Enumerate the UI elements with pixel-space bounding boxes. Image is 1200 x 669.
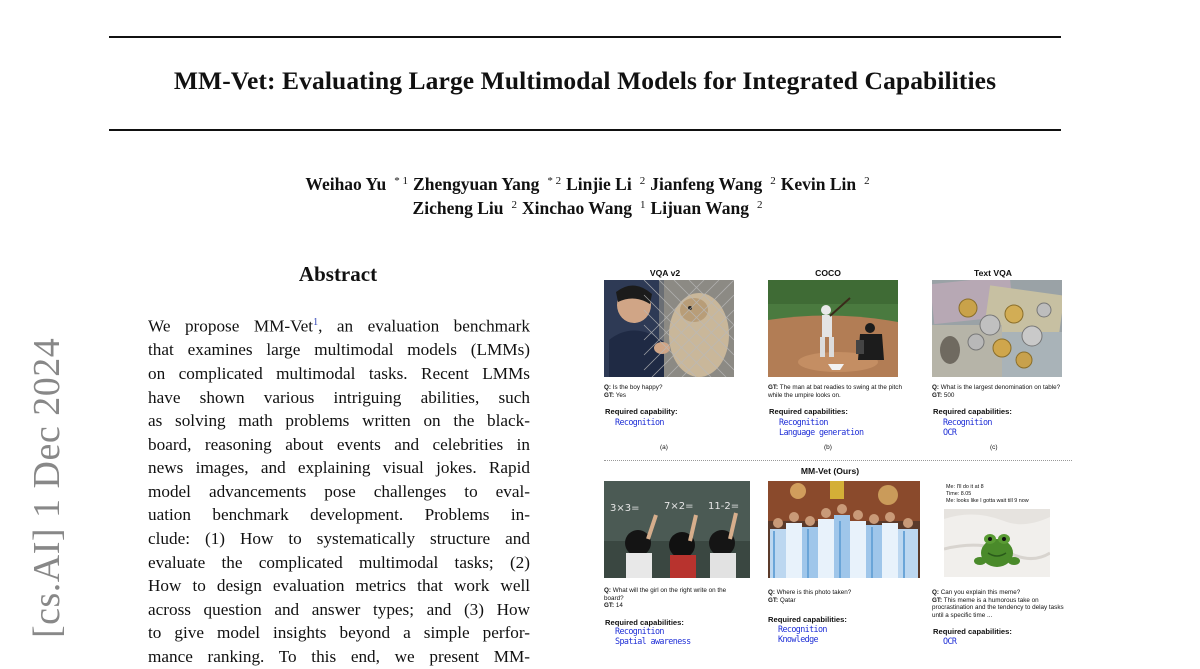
author-name: Zicheng Liu xyxy=(412,198,504,218)
abstract-line: clude: (1) How to systematically structure and xyxy=(148,529,530,549)
paper-title: MM-Vet: Evaluating Large Multimodal Models for Integrated Capabilities xyxy=(173,66,997,95)
author-entry xyxy=(300,174,408,194)
board-equation-3: 11-2= xyxy=(708,501,740,512)
qa-vqa: Q: Is the boy happy? GT: Yes xyxy=(604,384,663,399)
affiliation-mark: 2 xyxy=(864,175,870,187)
req-label-coco: Required capabilities: xyxy=(769,407,848,416)
author-entry xyxy=(408,174,561,194)
abstract-line: that examines large multimodal models (LMMs) xyxy=(148,340,530,360)
req-label-blackboard: Required capabilities: xyxy=(605,618,684,627)
author-name: Linjie Li xyxy=(566,174,632,194)
photo-meme-frog xyxy=(944,509,1050,577)
abstract-line: evaluate the complicated multimodal tasks; (2) xyxy=(148,552,530,572)
teaser-figure xyxy=(600,262,1080,648)
affiliation-mark: 1 xyxy=(640,199,646,211)
abstract-body xyxy=(148,311,530,669)
author-name: Weihao Yu xyxy=(305,174,387,194)
arxiv-side-stamp: [cs.AI] 1 Dec 2024 xyxy=(26,337,68,638)
abstract-line: across question and answer types; and (3) How xyxy=(148,599,530,619)
req-label-meme: Required capabilities: xyxy=(933,627,1012,636)
affiliation-mark: 2 xyxy=(511,199,517,211)
affiliation-mark: * 2 xyxy=(547,175,562,187)
panel-title-textvqa: Text VQA xyxy=(973,268,1013,278)
author-entry xyxy=(408,198,517,218)
abstract-line: model advancements pose challenges to eval- xyxy=(148,481,530,501)
author-list-line-2 xyxy=(109,198,1061,219)
req-label-football: Required capabilities: xyxy=(768,615,847,624)
abstract-line: as solving math problems written on the black- xyxy=(148,411,530,431)
abstract-heading: Abstract xyxy=(298,262,378,286)
author-entry xyxy=(517,198,646,218)
author-name: Xinchao Wang xyxy=(521,198,633,218)
panel-title-vqa: VQA v2 xyxy=(649,268,681,278)
sublabel-a: (a) xyxy=(660,444,668,451)
qa-blackboard: Q: What will the girl on the right write on the board? GT: 14 xyxy=(604,587,727,610)
qa-textvqa: Q: What is the largest denomination on table? GT: 500 xyxy=(932,384,1061,399)
photo-blackboard-girls xyxy=(604,481,750,578)
author-entry xyxy=(645,174,776,194)
abstract-line xyxy=(148,311,530,338)
author-entry xyxy=(561,174,645,194)
cap-list-vqa: Recognition xyxy=(615,417,664,427)
author-list-line-1 xyxy=(109,174,1061,195)
footnote-link[interactable]: 1 xyxy=(313,317,319,328)
cap-list-meme: OCR xyxy=(943,636,957,646)
author-name: Jianfeng Wang xyxy=(650,174,763,194)
affiliation-mark: 2 xyxy=(770,175,776,187)
cap-list-textvqa: Recognition OCR xyxy=(943,417,992,437)
author-name: Kevin Lin xyxy=(780,174,857,194)
affiliation-mark: 2 xyxy=(639,175,646,187)
photo-boy-giraffe xyxy=(604,280,734,377)
abstract-line: on complicated multimodal tasks. Recent LMMs xyxy=(148,363,530,383)
board-equation-2: 7×2= xyxy=(664,501,694,512)
req-label-vqa: Required capability: xyxy=(605,407,678,416)
photo-baseball xyxy=(768,280,898,377)
author-name: Lijuan Wang xyxy=(650,198,749,218)
abstract-line: How to design evaluation metrics that work well xyxy=(148,576,530,596)
sublabel-c: (c) xyxy=(990,444,998,451)
cap-list-blackboard: Recognition Spatial awareness xyxy=(615,626,691,646)
affiliation-mark: * 1 xyxy=(394,175,409,187)
qa-coco: GT: The man at bat readies to swing at the pitch while the umpire looks on. xyxy=(768,384,902,399)
photo-football-team xyxy=(768,481,920,578)
author-entry xyxy=(776,174,870,194)
abstract-line-start: We propose MM-Vet xyxy=(148,316,314,336)
qa-meme: Q: Can you explain this meme? GT: This meme is a humorous take on procrastination and the tendency to delay tasks until a specific time ... xyxy=(932,589,1064,619)
abstract-line: to give model insights beyond a simple perfor- xyxy=(148,623,530,643)
panel-title-coco: COCO xyxy=(815,268,841,278)
abstract-line: uation benchmark development. Problems in- xyxy=(148,505,530,525)
board-equation-1: 3×3= xyxy=(610,503,640,514)
meme-caption: Me: I'll do it at 8 Time: 8.05 Me: looks like I gotta wait till 9 now xyxy=(946,484,1029,504)
abstract-line: board, reasoning about events and celebrities in xyxy=(148,434,530,454)
sublabel-b: (b) xyxy=(824,444,832,451)
abstract-line-rest: , an evaluation benchmark xyxy=(318,316,530,336)
abstract-line: news images, and explaining visual jokes. Rapid xyxy=(148,458,530,478)
photo-money xyxy=(932,280,1062,377)
section-divider xyxy=(604,460,1072,461)
abstract-line: have shown various intriguing abilities, such xyxy=(148,387,530,407)
qa-football: Q: Where is this photo taken? GT: Qatar xyxy=(768,589,852,604)
title-bottom-rule xyxy=(109,129,1061,131)
cap-list-football: Recognition Knowledge xyxy=(778,624,827,644)
cap-list-coco: Recognition Language generation xyxy=(779,417,864,437)
mmvet-ours-title: MM-Vet (Ours) xyxy=(800,466,860,476)
affiliation-mark: 2 xyxy=(756,199,763,211)
author-entry xyxy=(646,198,763,218)
req-label-textvqa: Required capabilities: xyxy=(933,407,1012,416)
top-rule xyxy=(109,36,1061,38)
author-name: Zhengyuan Yang xyxy=(413,174,540,194)
abstract-line: mance ranking. To this end, we present MM- xyxy=(148,647,530,667)
